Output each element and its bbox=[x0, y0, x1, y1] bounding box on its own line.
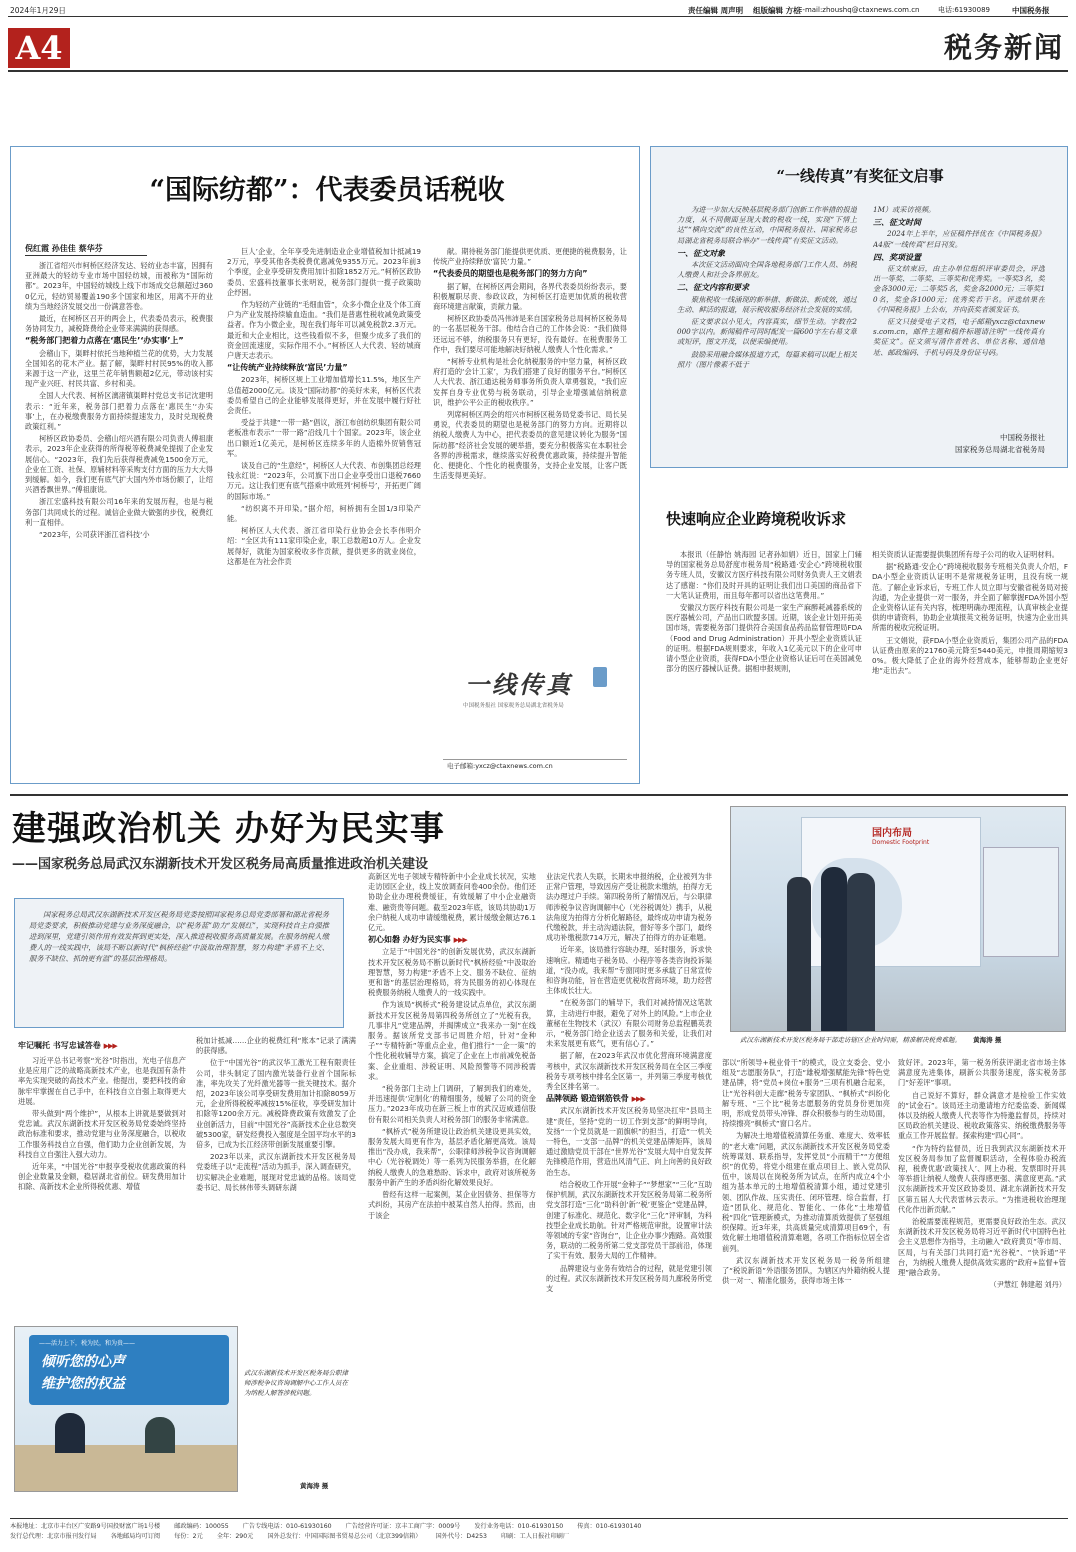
article3-col4: 业法定代表人失联，长期未申报纳税，企业被列为非正常户管理，导致因房产受让税款未缴纳，拍得方无法办理过户手续。第四税务所了解情况后，与公职律师涉税争议咨询调解中心（光谷税调处）携手，从税法角度为拍得方分析化解路径，最终成功申请为税务代缴税款，并主动沟通法院，督好等多个部门，最终成功补缴税款714万元，解决了拍得方的办证难题。 近年来，该局推行容缺办理，延时服务，诉求快速响应。精通电子税务局、小程序等各类咨询投诉渠道，“没办成，我来帮”专窗同时更多承载了日常宣传和咨询功能，旨在营造更优税收营商环境，助力经营主体成长壮大。 “在税务部门的辅导下，我们对减持情况这笔款算，主动进行申报，避免了对外上的风险。”上市企业董秘在生物技术（武汉）有限公司财务总监程鹏英表示，“税务部门给企业送去了服务和关爱，让我们对未来发展更有底气，更有信心了。” 据了解，在2023年武汉市优化营商环境满意度考核中，武汉东湖新技术开发区税务局在全区三季度税务专项考核中排名全区第一，并列第三季度考核优秀全区排名第一。 品牌领路 锻造钢筋铁骨 ▶▶▶ 武汉东湖新技术开发区税务局坚决扛牢“县局主建”责任，坚持“党的一切工作到支部”的鲜明导向，发扬“一个党员就是一面旗帜”的担当，打造“一机关一特色，一支部一品牌”的机关党建品牌矩阵，该局通过激励党员干部在“世界光谷”发展大局中自觉发挥先锋模范作用，营造出风清气正、向上向善的良好政治生态。 结合税收工作开展“金种子”“梦想家”“三化”互助保护机制，武汉东湖新技术开发区税务局第二税务所党支部打造“三化”助科创‘新’‘税’更鉴企”党建品牌，创建了标准化、规范化、数字化“三化”评审制，为科技型企业成长助航。针对严格规范审批，设置审计法等领域的专家“咨询台”，让企业办事少跑路。高效服务，联动的二税务所第二党支部党员干部前沿，体现了实干有效、服务大局的工作精神。 品牌建设与业务有效结合的过程，就是党建引领的过程。武汉东湖新技术开发区税务局九廊税务所党支 bbox=[546, 872, 712, 1293]
article3-subhead-3: 品牌领路 锻造钢筋铁骨 ▶▶▶ bbox=[546, 1094, 645, 1104]
notice-col1: 为进一步加大反映基层税务部门创新工作举措的报道力度，从不同侧面呈现大数的税收一线，实现“下情上达”“横向交流”的良性互动，中国税务报社、国家税务总局湖北省税务局联合举办“一线传真”有奖征文活动。 一、征文对象 本次征文活动面向全国各地税务部门工作人员、纳税人缴费人和社会各界朋友。 二、征文内容和要求 聚焦税收一线涌现的新举措、新做法、新成效，通过生动、鲜活的报道，展示税收服务经济社会发展的实绩。 征文要求以小见大，内容真实，细节生动。字数在2000字以内。新闻稿件可同时配发一篇600字左右易文章或短评，图文并茂，以便采编使用。 鼓励采用融合媒体报道方式，每篇来稿可以配上相关照片（图片像素不低于 bbox=[677, 205, 857, 369]
article1-byline: 倪红霞 孙佳佳 蔡华芬 bbox=[25, 244, 103, 253]
article3-col5: 部以“所领导+税业骨干”的模式，设立支委会、党小组及“志愿服务队”，打造“雄税增强赋能先锋”特色党建品牌，将“党员+岗位+服务”三项有机融合起来，让“光谷科创大走廊”税务专家团队、“枫桥式”纠纷化解专班、“三个比”税务志愿服务的党员身份更加亮明，形成党员带头冲锋、群众积极参与的生动局面，持续擦亮“枫桥式”窗口名片。 为解决土地增值税清算任务重、难度大、效率低的“老大难”问题，武汉东湖新技术开发区税务局党委统筹谋划、联系指导，发挥党员“小而精干”“方便组织”的优势，将党小组建在重点项目上、嵌入党员队伍中，该局以在岗税务所为试点，在所内成立4个小组为基本单元的土地增值税清算小组，通过党建引领、团队作战、压实责任、闭环管理、综合监督，打造“团队化、规范化、智能化、一体化”土地增值税“四化”管理新模式，为推动清算质效提供了坚强组织保障。近3年来，共高质量完成清算项目69个，有效化解土地增值税清算难题，各项工作指标位居全省前列。 武汉东湖新技术开发区税务局一税务所组建了“税说新语”外语服务团队，为辖区内外籍纳税人提供一对一、精准化服务，获得市场主体一 bbox=[722, 1058, 890, 1286]
article3-col6: 致好评。2023年，第一税务所获评湖北省市场主体满意度先进集体，刷新公共服务速度，落实税务部门“好差评”事项。 自己说好不算好，群众满意才是检验工作实效的“试金石”。该局还主动邀请地方纪委监委、新闻媒体以及纳税人缴费人代表等作为特邀监督员，持续对区局政治机关建设、税收政策落实、纳税缴费服务等重点工作开展监督。探索构建“四心同”。 “作为特约监督员，近日我到武汉东湖新技术开发区税务局参加了监督履职活动，全程体验办税流程，税费优惠‘政策找人’、网上办税、发票即时开具等举措让纳税人缴费人获得感更强、满意度更高。”武汉东湖新技术开发区政协委员、湖北东湖新技术开发区第五届人大代表雷林云表示。“为推进税收治理现代化作出新贡献。” 治税需要流程规范，更需要良好政治生态。武汉东湖新技术开发区税务局将习近平新时代中国特色社会主义思想作为指导，主动融入“政府黄页”等市局、区局，与有关部门共同打造“光谷税”、“快诉通”平台，为纳税人缴费人提供高效实惠的“政府+监督+管理”融合政务。 （尹慧红 韩建超 刘丹） bbox=[898, 1058, 1066, 1290]
photo2-banner bbox=[29, 1335, 229, 1405]
logo-name: 一线传真 bbox=[465, 670, 573, 699]
article1-col1: 浙江省绍兴市柯桥区经济发达、轻纺业态丰富，因拥有亚洲最大的轻纺专业市场中国轻纺城，而被称为“国际纺都”。2023年，中国轻纺城线上线下市场成交总额超过3600亿元，轻纺贸易覆盖190多个国家和地区，用离不开的业绩为当地经济发展交出一份满意答卷。 最近，在柯桥区召开的两会上，代表委员表示，税费服务协同发力，减税降费给企业带来满满的获得感。 “税务部门把着力点落在‘惠民生’‘办实事’上” 会稽山下，渠畔村依托当地种植兰花的优势，大力发展全国知名的花木产业。据了解，渠畔村村民95%的收入都来源于这一产业，这里兰花年销售额超2亿元，带动该村实现产业兴旺、村民共富、乡村和美。 全国人大代表、柯桥区漓渚镇渠畔村党总支书记沈建明表示：“近年来，税务部门把着力点落在‘惠民生’‘办实事’上，在办税缴费服务方面持续提速发力，及时兑现税费政策红利。” 柯桥区政协委员、会稽山绍兴酒有限公司负责人傅祖康表示，2023年企业获得的所得税等税费减免提振了企业发展信心。“2023年，我们先后获得税费减免1500余万元，企业在工资、社保、原辅材料等采购支付方面的压力大大得到缓解。如今，我们更有底气扩大国内外市场份额了，让绍兴酒香飘世界。”傅祖康说。 浙江宏盛科技有限公司16年来的发展历程，也是与税务部门共同成长的过程。诚信企业做大做强的步伐，税费红利一直相伴。 “2023年，公司获评浙江省科技‘小 bbox=[25, 261, 213, 540]
article3-col3: 高新区光电子领域专精特新中小企业成长状况，实地走访园区企业，线上发放调查问卷400余份。他们还协助企业办理税费缓征，有效缓解了中小企业融资难、融资贵等问题。截至2023年底，该局共协助1万余户纳税人成功申请缓缴税费，累计缓缴金额达76.1亿元。 初心如磐 办好为民实事 ▶▶▶ 立足于“中国光谷”的创新发展优势，武汉东湖新技术开发区税务局不断以新时代“枫桥经验”中汲取治理智慧，努力构建“矛盾不上交、服务不缺位、征纳更和谐”的基层治理格局，将为民服务的初心体现在税费服务纳税人缴费人的一线实践中。 作为该局“枫桥式”税务建设试点单位，武汉东湖新技术开发区税务局第四税务所创立了“光税有我，几事非凡”党建品牌，并揭牌成立“我来办一刻”在线服务。据该所党支部书记周胜介绍，针对“金种子”“专精特新”等重点企业，他们推行“一企一策”的个性化税收辅导方案，搞定了企业在上市前减免税备案、企业重组、涉税证明、风险预警等不同涉税需求。 “税务部门主动上门调研，了解到我们的难处，并迅速提供‘定制化’的精细服务，缓解了公司的资金压力。”2023年成功在新三板上市的武汉迈威通信股份有限公司相关负责人对税务部门的服务非常满意。 “枫桥式”税务所建设让政治机关建设更具实效，服务发展大局更有作为，基层矛盾化解更高效。该局推出“没办成，我来帮”，公职律师涉税争议咨询调解中心（光谷税调处）等一系列为民服务举措，在化解纳税人缴费人的急难愁盼、诉求中，政府对该所税务服务中新产生的矛盾纠纷化解效果良好。 曾经有这样一起案例，某企业因债务、担保等方式纠纷，其房产在法拍中被某自然人拍得。然而，由于该企 bbox=[368, 872, 536, 1220]
article3-col1-head: 牢记嘱托 书写忠诚答卷 ▶▶▶ bbox=[18, 1041, 117, 1050]
photo1-person-1 bbox=[787, 877, 811, 1032]
page-header bbox=[8, 4, 1068, 72]
notice-org1: 中国税务报社 bbox=[1000, 433, 1045, 442]
photo2-person-2 bbox=[145, 1417, 175, 1453]
photo2-banner-top: ——活力上下，税为民，和为贵—— bbox=[39, 1340, 136, 1347]
article1-byline-rule bbox=[25, 255, 147, 256]
photo1-wall-text: 国内布局 bbox=[872, 828, 912, 839]
header-top-rule bbox=[8, 16, 1068, 17]
photo2-person-1 bbox=[55, 1413, 85, 1453]
article3-intro-box: 国家税务总局武汉东湖新技术开发区税务局党委按照国家税务总局党委部署和湖北省税务局党委要求，积极推动党建与业务深度融合，以“税务蓝”助力“发展红”，实现科技自主自强推进到深里，党建引领作用有效发挥到更实处，深入推进税收服务高质量发展。在服务纳税人缴费人的一线实践中，该局不断以新时代“枫桥经验”中汲取治理智慧，努力构建“矛盾不上交、服务不缺位、抓纳更有温”的基层治理格局。 bbox=[14, 898, 344, 1028]
photo2-credit: 黄海涛 摄 bbox=[300, 1482, 329, 1490]
photo2-banner-line2: 维护您的权益 bbox=[41, 1376, 125, 1392]
article2-col2: 相关资质认证需要提供集团所有母子公司的收入证明材料。 据“税路通·安企心”跨境税收服务专班相关负责人介绍，FDA小型企业资质认证明不是常规税务证明，且没有统一规范。了解企业诉求后，专班工作人员立即与安徽省税务局对接沟通，为企业提供一对一服务，并全面了解掌握FDA外国小型企业资格认证有关内容，梳理明确办理流程，认真审核企业提供的申请资料，协助企业填报英文税务证明，快速为企业出具所需的税收完税证明。 王文娟说，获FDA小型企业资质后，集团公司产品的FDA认证费由原来的21760美元降至5440美元，申报周期缩短30%。极大降低了企业的海外经营成本，能够帮助企业更好地“走出去”。 bbox=[872, 550, 1068, 676]
photo2-caption: 武汉东湖新技术开发区税务局公职律师涉税争议咨询调解中心工作人员在为纳税人解答涉税问题。 bbox=[244, 1369, 348, 1397]
photo1-screen bbox=[983, 847, 1059, 957]
logo-sub: 中国税务报社 国家税务总局湖北省税务局 bbox=[463, 703, 564, 709]
footer-line-2: 发行总代理：北京市报刊发行局 各地邮局均可订阅 每份：2元 全年：290元 国外总发行：中国国际图书贸易总公司（北京399信箱） 国外代号：D4253 印刷：工人日报社印刷厂 bbox=[10, 1533, 570, 1540]
article1-col2: 巨人’企业，全年享受先进制造业企业增值税加计抵减192万元，享受其他各类税费优惠减免9355万元。2023年前3个季度，企业享受研发费用加计扣除1852万元。”柯桥区政协委员、宏盛科技董事长张明说，税务部门提供一揽子政策助企纾困。 作为轻纺产业链的“毛细血管”，众多小微企业及个体工商户为产业发展持续输血造血。“我们是普惠性税收减免政策受益者。作为小微企业，现在我们每年可以减免税款2.3万元。最近和大企业相比，这些钱看似不多，但聚少成多了我们的资金回流速度，实际作用不小。”柯桥区人大代表、轻纺城商户唐天志表示。 “让传统产业持续释放‘富民’力量” 2023年，柯桥区规上工业增加值增长11.5%，地区生产总值超2000亿元。谈及“国际纺都”的美好未来，柯桥区代表委员希望自己的企业能够发展得更好，并在发展中履行好社会责任。 受益于共建“一带一路”倡议，浙江布创纺织集团有限公司老板准布表示“一带一路”沿线几十个国家。2023年，该企业出口额近1亿美元，是柯桥区连续多年的人造棉外贸销售冠军。 谈及自己的“生意经”，柯桥区人大代表、布创集团总经理钱永红说：“2023年，公司旗下出口企业享受出口退税7660万元。这让我们更有底气搭乘中欧班列‘柯桥号’，开拓更广阔的国际市场。” “纺织离不开印染。”据介绍，柯桥拥有全国1/3印染产能。 柯桥区人大代表、浙江省印染行业协会会长李伟明介绍：“全区共有111家印染企业，职工总数超10万人。企业发展得好，就能为国家税收多作贡献，提供更多的就业岗位，这都是在为社会作贡 bbox=[227, 247, 421, 566]
article1-col3: 献。期待税务部门能提供更优质、更便捷的税费服务，让传统产业持续释放‘富民’力量。” “代表委员的期望也是税务部门的努力方向” 据了解，在柯桥区两会期间，各界代表委员纷纷表示，要积极履职尽责、参政议政，为柯桥区打造更加优质的税收营商环境建言献策，贡献力量。 柯桥区政协委员冯伟沛是来自国家税务总局柯桥区税务局的一名基层税务干部。他结合自己的工作体会说：“我们做得还远远不够，纳税服务只有更好，没有最好。在税费服务工作中，我们要尽可能地解决好纳税人缴费人个性化需求。” “柯桥专业机构是社会化纳税服务的中坚力量，柯桥区政府打造的‘会计工家’，为我们搭建了良好的服务平台。”柯桥区人大代表、浙江通达税务师事务所负责人章勇强说，“我们应发挥自身专业优势与税务联动，引导企业增强诚信纳税意识，维护公平公正的税收秩序。” 列席柯桥区两会的绍兴市柯桥区税务局党委书记、局长吴勇说，代表委员的期望也是税务部门的努力方向。近期将以纳税人缴费人为中心，把代表委员的意见建议转化为服务“国际纺都”经济社会发展的硬举措，要充分积极落实在本职社会各界的涉税需求，继续落实好税费优惠政策，持续提升智能化、便捷化、个性化的税费服务，支持企业发展，让客户既生活变得更美好。 bbox=[433, 247, 627, 481]
arrow-icon: ▶▶▶ bbox=[103, 1042, 117, 1050]
section-title: 税务新闻 bbox=[943, 31, 1064, 64]
footer-line-1: 本报地址：北京市丰台区广安路9号国投财富广场1号楼 邮政编码：100055 广告专线电话：010-61930160 广告经营许可证：京丰工商广字：0009号 发行业务电话：010-61930150 传真：010-61930140 bbox=[10, 1523, 642, 1530]
photo2-desk bbox=[15, 1445, 238, 1492]
photo1-credit: 黄海涛 摄 bbox=[973, 1036, 1002, 1044]
photo-tax-officers-visit bbox=[730, 806, 1066, 1032]
article-international-textile-city bbox=[10, 146, 640, 784]
article3-col1: 习近平总书记考察“光谷”时指出，光电子信息产业是应用广泛的战略高新技术产业，也是我国有条件率先实现突破的高技术产业。他提出，要把科技的命脉牢牢掌握在自己手中，在科技自立自强上取得更大进展。 带头做到“两个维护”，从根本上讲就是要做到对党忠诚。武汉东湖新技术开发区税务局党委始终坚持政治标准和要求，推动党建与业务深度融合，以税收工作服务科技自立自强，他们助力企业创新发展，为科技自立自强注入强大动力。 近年来，“中国光谷”申报享受税收优惠政策的科创企业数量及金额，稳居湖北省前位。研发费用加计扣除、高新技术企业所得税优惠、增值 bbox=[18, 1056, 186, 1192]
photo1-person-3 bbox=[847, 873, 875, 1032]
notice-org2: 国家税务总局湖北省税务局 bbox=[955, 445, 1045, 454]
column-logo bbox=[443, 645, 627, 779]
arrow-icon: ▶▶▶ bbox=[453, 936, 467, 945]
article-cross-border-tax bbox=[660, 500, 1068, 790]
footer-rule bbox=[10, 1518, 1068, 1519]
paper-name: 中国税务报 bbox=[1012, 6, 1050, 15]
page-number: A4 bbox=[8, 28, 70, 68]
article2-title: 快速响应企业跨境税收诉求 bbox=[666, 510, 847, 528]
article1-subhead-2: “让传统产业持续释放‘富民’力量” bbox=[227, 363, 348, 373]
photo-mediation-center bbox=[14, 1326, 238, 1492]
notice-title: “一线传真”有奖征文启事 bbox=[776, 167, 944, 185]
arrow-icon: ▶▶▶ bbox=[631, 1095, 645, 1104]
notice-col2: 1M）或采访视频。 三、征文时间 2024年上半年，应征稿件择优在《中国税务报》A4版“一线传真”栏目刊发。 四、奖项设置 征文结束后，由主办单位组织评审委员会，评选出一等奖、二等奖、三等奖和优秀奖。一等奖3名，奖金各3000元；二等奖5名，奖金各2000元；三等奖10名，奖金各1000元；优秀奖若干名。评选结果在《中国税务报》上公布，并向获奖者颁发证书。 征文只接受电子文档，电子邮箱yxcz@ctaxnews.com.cn，邮件主题和稿件标题请注明“一线传真有奖征文”。征文须写清作者姓名、单位名称、通信地址、邮政编码、手机号码及身份证号码。 bbox=[873, 205, 1045, 357]
article3-subhead-2: 初心如磐 办好为民实事 ▶▶▶ bbox=[368, 935, 467, 945]
article1-subhead-3: “代表委员的期望也是税务部门的努力方向” bbox=[433, 269, 588, 279]
editor: 责任编辑 周声明 bbox=[688, 6, 744, 15]
article3-col2: 税加计抵减……企业的税费红利“账本”记录了满满的获得感。 位于“中国光谷”的武汉华工激光工程有限责任公司，非头制定了国内激光装备行业首个国际标准，率先攻关了光纤激光器等一批关键技术。据介绍，2023年该公司享受研发费用加计扣除8059万元，企业所得税税率减按15%征收，享受研发加计扣除等1200余万元。减税降费政策有效激发了企业创新活力，目前“中国光谷”高新技术企业总数突破5300家，研发经费投入强度是全国平均水平的3倍多，已成为长江经济带创新发展重要引擎。 2023年以来，武汉东湖新技术开发区税务局党委班子以“走流程”活动为抓手，深入调查研究，切实解决企业难题，展现对党忠诚的品格。该局党委书记、局长林伟带头调研东湖 bbox=[196, 1036, 356, 1192]
photo1-person-2 bbox=[821, 867, 847, 1032]
photo1-wall-sub: Domestic Footprint bbox=[872, 839, 930, 846]
photo2-banner-line1: 倾听您的心声 bbox=[41, 1354, 125, 1370]
issue-date: 2024年1月29日 bbox=[10, 6, 66, 15]
section-divider bbox=[10, 794, 1068, 796]
header-bottom-rule bbox=[8, 70, 1068, 72]
logo-badge-icon bbox=[593, 667, 607, 687]
article3-title: 建强政治机关 办好为民实事 bbox=[12, 809, 445, 849]
article2-col1: 本报讯（任静怡 姚海园 记者孙如娟）近日，国家上门辅导的国家税务总局舒度市税务局“税路通·安企心”跨境税收服务专班人员，安徽汉方医疗科技有限公司财务负责人王文娟表达了感谢：“你们及时开具的证明让我们出口美国的商品省下一大笔认证费用，而且每年都可以省出这笔费用。” 安徽汉方医疗科技有限公司是一家生产麻醉耗减器系统的医疗器械公司，产品出口欧盟多国。近期，该企业计划开拓美国市场，需要税务部门提供符合美国食品药品监督管理局FDA（Food and Drug Administration）开具小型企业资质认证的证明。根据FDA规则要求，年收入1亿美元以下的企业可申请小型企业资质，获得FDA小型企业资格认证后可在美国减免部分的医疗器械认证费。据相申报规则， bbox=[666, 550, 862, 674]
photo1-caption: 武汉东湖新技术开发区税务局干部走访辖区企业时问需，精准解决税费难题。 黄海涛 摄 bbox=[740, 1036, 1002, 1044]
article1-title: “国际纺都”：代表委员话税收 bbox=[149, 175, 505, 206]
article1-subhead-1: “税务部门把着力点落在‘惠民生’‘办实事’上” bbox=[25, 336, 184, 346]
logo-email[interactable]: 电子邮箱:yxcz@ctaxnews.com.cn bbox=[443, 759, 627, 773]
header-phone: 电话:61930089 bbox=[938, 6, 990, 14]
footer bbox=[10, 1522, 1068, 1548]
article3-subtitle: ——国家税务总局武汉东湖新技术开发区税务局高质量推进政治机关建设 bbox=[12, 857, 429, 872]
essay-contest-notice bbox=[650, 146, 1068, 468]
layout-editor: 组版编辑 方松 bbox=[753, 6, 801, 15]
header-email[interactable]: E-mail:zhoushq@ctaxnews.com.cn bbox=[798, 6, 920, 14]
